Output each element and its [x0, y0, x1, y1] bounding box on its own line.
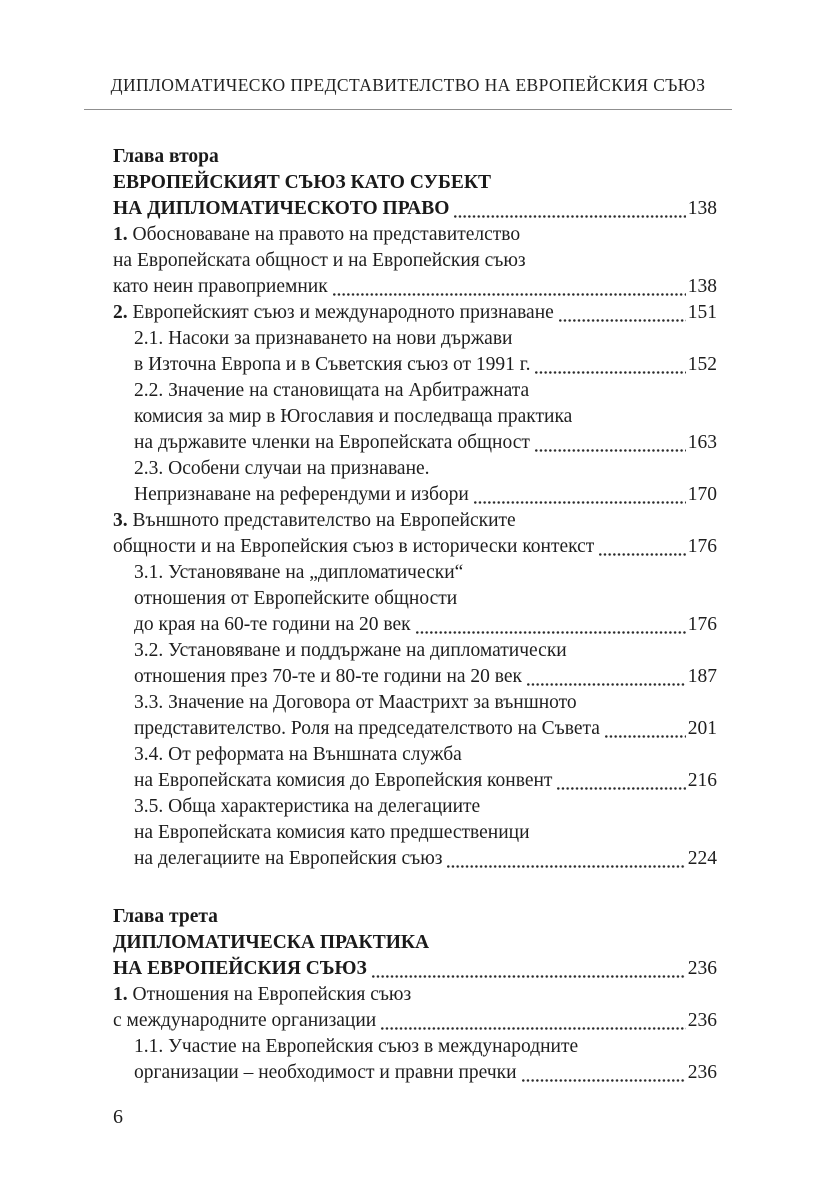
- toc-entry-text: в Източна Европа и в Съветския съюз от 1991 г.: [134, 354, 531, 375]
- dot-leader: [535, 371, 685, 374]
- toc-entry-text: като неин правоприемник: [113, 276, 328, 297]
- toc-row: [113, 508, 717, 534]
- toc-row: [113, 482, 717, 508]
- dot-leader: [474, 501, 686, 504]
- toc-entry-page: 138: [687, 198, 717, 219]
- running-header-title: ДИПЛОМАТИЧЕСКО ПРЕДСТАВИТЕЛСТВО НА ЕВРОПЕЙСКИЯ СЪЮЗ: [110, 75, 706, 95]
- toc-entry-text: организации – необходимост и правни пречки: [134, 1062, 517, 1083]
- page-number: 6: [113, 1106, 123, 1128]
- toc-row: [113, 560, 717, 586]
- toc-row: [113, 144, 717, 170]
- toc-entry-text: Европейският съюз и международното признаване: [132, 302, 554, 323]
- toc-entry-page: 138: [687, 276, 717, 297]
- dot-leader: [535, 449, 686, 452]
- toc-row: [113, 904, 717, 930]
- toc-entry-text: 2.3. Особени случаи на признаване.: [134, 458, 430, 479]
- toc-row: [113, 300, 717, 326]
- toc-entry-text: НА ДИПЛОМАТИЧЕСКОТО ПРАВО: [113, 198, 450, 219]
- toc-entry-text: на държавите членки на Европейската общност: [134, 432, 530, 453]
- toc-row: [113, 982, 717, 1008]
- toc-row: [113, 846, 717, 872]
- toc-row: [113, 768, 717, 794]
- toc-entry-text: Външното представителство на Европейските: [132, 510, 516, 531]
- toc-row: [113, 1060, 717, 1086]
- toc-row: [113, 378, 717, 404]
- toc-row: [113, 170, 717, 196]
- table-of-contents: [113, 144, 717, 1086]
- dot-leader: [416, 631, 686, 634]
- dot-leader: [333, 293, 686, 296]
- toc-entry-text: Непризнаване на референдуми и избори: [134, 484, 469, 505]
- toc-entry-text: на Европейската комисия като предшественици: [134, 822, 530, 843]
- toc-entry-page: 176: [687, 536, 717, 557]
- toc-row: [113, 352, 717, 378]
- toc-row: [113, 586, 717, 612]
- toc-row: [113, 534, 717, 560]
- toc-entry-text: на Европейската комисия до Европейския конвент: [134, 770, 553, 791]
- toc-row: [113, 716, 717, 742]
- dot-leader: [454, 215, 685, 218]
- toc-row: [113, 664, 717, 690]
- toc-row: [113, 430, 717, 456]
- toc-entry-text: ЕВРОПЕЙСКИЯТ СЪЮЗ КАТО СУБЕКТ: [113, 172, 492, 193]
- toc-entry-text: 3.2. Установяване и поддържане на дипломатически: [134, 640, 567, 661]
- toc-entry-text: Отношения на Европейския съюз: [132, 984, 412, 1005]
- toc-entry-number: 2.: [113, 302, 133, 323]
- toc-row: [113, 222, 717, 248]
- toc-row: [113, 1008, 717, 1034]
- toc-entry-page: 187: [687, 666, 717, 687]
- toc-row: [113, 638, 717, 664]
- toc-entry-page: 216: [687, 770, 717, 791]
- toc-entry-text: 3.1. Установяване на „дипломатически“: [134, 562, 464, 583]
- dot-leader: [559, 319, 686, 322]
- header-rule: [84, 109, 732, 110]
- toc-entry-page: 151: [687, 302, 717, 323]
- toc-entry-text: 2.2. Значение на становищата на Арбитражната: [134, 380, 530, 401]
- toc-entry-text: отношения през 70-те и 80-те години на 20 век: [134, 666, 523, 687]
- toc-entry-text: представителство. Роля на председателството на Съвета: [134, 718, 600, 739]
- toc-row: [113, 820, 717, 846]
- toc-row: [113, 690, 717, 716]
- toc-entry-number: 1.: [113, 984, 133, 1005]
- toc-entry-page: 176: [687, 614, 717, 635]
- toc-entry-number: 3.: [113, 510, 133, 531]
- toc-entry-page: 201: [687, 718, 717, 739]
- dot-leader: [372, 975, 686, 978]
- toc-entry-text: 2.1. Насоки за признаването на нови държави: [134, 328, 513, 349]
- toc-entry-text: общности и на Европейския съюз в исторически контекст: [113, 536, 595, 557]
- toc-entry-number: 1.: [113, 224, 133, 245]
- dot-leader: [599, 553, 685, 556]
- toc-row: [113, 456, 717, 482]
- toc-entry-text: Глава трета: [113, 906, 218, 927]
- toc-row: [113, 196, 717, 222]
- toc-entry-page: 236: [687, 1010, 717, 1031]
- toc-entry-text: 3.3. Значение на Договора от Маастрихт за външното: [134, 692, 577, 713]
- toc-entry-page: 152: [687, 354, 717, 375]
- dot-leader: [522, 1079, 686, 1082]
- toc-row: [113, 326, 717, 352]
- toc-entry-text: Глава втора: [113, 146, 219, 167]
- dot-leader: [527, 683, 686, 686]
- dot-leader: [605, 735, 686, 738]
- toc-row: [113, 956, 717, 982]
- toc-entry-text: с международните организации: [113, 1010, 377, 1031]
- toc-entry-text: на Европейската общност и на Европейския съюз: [113, 250, 526, 271]
- toc-entry-text: 3.4. От реформата на Външната служба: [134, 744, 462, 765]
- toc-row: [113, 1034, 717, 1060]
- toc-row: [113, 248, 717, 274]
- dot-leader: [447, 865, 685, 868]
- dot-leader: [557, 787, 685, 790]
- toc-entry-page: 170: [687, 484, 717, 505]
- toc-row: [113, 404, 717, 430]
- toc-entry-page: 224: [687, 848, 717, 869]
- toc-entry-text: комисия за мир в Югославия и последваща практика: [134, 406, 573, 427]
- toc-entry-text: 3.5. Обща характеристика на делегациите: [134, 796, 481, 817]
- dot-leader: [381, 1027, 686, 1030]
- toc-row: [113, 612, 717, 638]
- toc-row: [113, 274, 717, 300]
- toc-row: [113, 742, 717, 768]
- toc-row: [113, 794, 717, 820]
- toc-entry-text: отношения от Европейските общности: [134, 588, 458, 609]
- toc-entry-text: Обосноваване на правото на представителство: [132, 224, 521, 245]
- toc-row: [113, 930, 717, 956]
- toc-entry-text: НА ЕВРОПЕЙСКИЯ СЪЮЗ: [113, 958, 367, 979]
- toc-entry-text: на делегациите на Европейския съюз: [134, 848, 443, 869]
- toc-entry-page: 163: [687, 432, 717, 453]
- toc-entry-page: 236: [687, 1062, 717, 1083]
- toc-entry-text: до края на 60-те години на 20 век: [134, 614, 411, 635]
- toc-entry-text: ДИПЛОМАТИЧЕСКА ПРАКТИКА: [113, 932, 430, 953]
- toc-entry-text: 1.1. Участие на Европейския съюз в международните: [134, 1036, 579, 1057]
- toc-entry-page: 236: [687, 958, 717, 979]
